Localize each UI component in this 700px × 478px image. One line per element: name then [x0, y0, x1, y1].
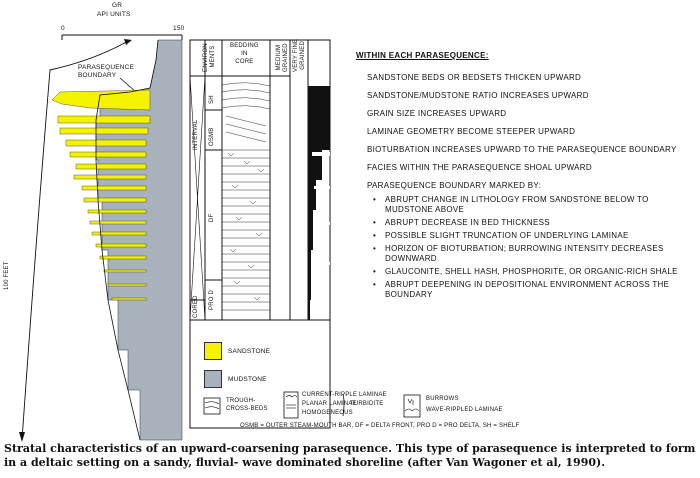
abbreviations-note: OSMB = OUTER STEAM-MOUTH BAR, DF = DELTA FRONT, PRO D = PRO DELTA, SH = SHELF [240, 423, 520, 429]
api-max-label: 150 [173, 25, 185, 32]
right-heading: WITHIN EACH PARASEQUENCE: [356, 51, 489, 60]
rule-1: SANDSTONE BEDS OR BEDSETS THICKEN UPWARD [367, 73, 582, 82]
feet-label: 100 FEET [4, 261, 10, 290]
sandstone-label: SANDSTONE [228, 348, 271, 355]
interval-header: INTERVAL [193, 119, 199, 150]
list-item: • ABRUPT DECREASE IN BED THICKNESS [373, 218, 690, 228]
rule-4: LAMINAE GEOMETRY BECOME STEEPER UPWARD [367, 127, 576, 136]
bedding-header: BEDDING IN CORE [230, 43, 259, 65]
burrows-label: BURROWS [426, 396, 459, 402]
mudstone-label: MUDSTONE [228, 376, 267, 383]
rule-2: SANDSTONE/MUDSTONE RATIO INCREASES UPWARD [367, 91, 589, 100]
list-item: • ABRUPT CHANGE IN LITHOLOGY FROM SANDSTONE BELOW TO MUDSTONE ABOVE [373, 195, 690, 215]
homogeneous-label: HOMOGENEOUS [302, 410, 353, 416]
gr-label: GR [112, 2, 123, 9]
rule-3: GRAIN SIZE INCREASES UPWARD [367, 109, 507, 118]
env-sh: SH [209, 95, 215, 104]
rule-6: FACIES WITHIN THE PARASEQUENCE SHOAL UPWARD [367, 163, 592, 172]
very-fine-grained-header: VERY FINE GRAINED [293, 38, 306, 72]
rule-5: BIOTURBATION INCREASES UPWARD TO THE PARASEQUENCE BOUNDARY [367, 145, 677, 154]
boundary-criteria-list [373, 195, 690, 300]
list-item: • ABRUPT DEEPENING IN DEPOSITIONAL ENVIRONMENT ACROSS THE BOUNDARY [373, 280, 690, 300]
env-pro-d: PRO D [209, 289, 215, 310]
turbidite-label: TURBIDITE [350, 401, 384, 407]
right-panel [356, 51, 690, 303]
cored-label: CORED [193, 295, 199, 318]
wave-label: WAVE-RIPPLED LAMINAE [426, 407, 503, 413]
list-item: • POSSIBLE SLIGHT TRUNCATION OF UNDERLYING LAMINAE [373, 231, 690, 241]
api-units-label: API UNITS [97, 11, 131, 18]
list-item: • HORIZON OF BIOTURBATION; BURROWING INTENSITY DECREASES DOWNWARD [373, 244, 690, 264]
marked-by-heading: PARASEQUENCE BOUNDARY MARKED BY: [367, 181, 542, 190]
environments-header: ENVIRON- MENTS [203, 41, 216, 72]
trough-label: TROUGH- CROSS-BEDS [226, 398, 268, 412]
parasequence-boundary-label: PARASEQUENCE BOUNDARY [78, 64, 135, 79]
env-df: DF [209, 213, 215, 222]
medium-grained-header: MEDIUM GRAINED [276, 43, 289, 72]
api-min-label: 0 [61, 25, 65, 32]
planar-label: PLANAR LAMINAE [302, 401, 357, 407]
list-item: • GLAUCONITE, SHELL HASH, PHOSPHORITE, OR ORGANIC-RICH SHALE [373, 267, 690, 277]
figure-caption: Stratal characteristics of an upward-coarsening parasequence. This type of parasequence is interpreted to form in a deltaic setting on a sandy, fluvial- wave dominated shoreline (after Van Wagoner et al, 1990). [4, 442, 696, 469]
ripple-label: CURRENT-RIPPLE LAMINAE [302, 392, 387, 398]
env-osmb: OSMB [209, 127, 215, 146]
